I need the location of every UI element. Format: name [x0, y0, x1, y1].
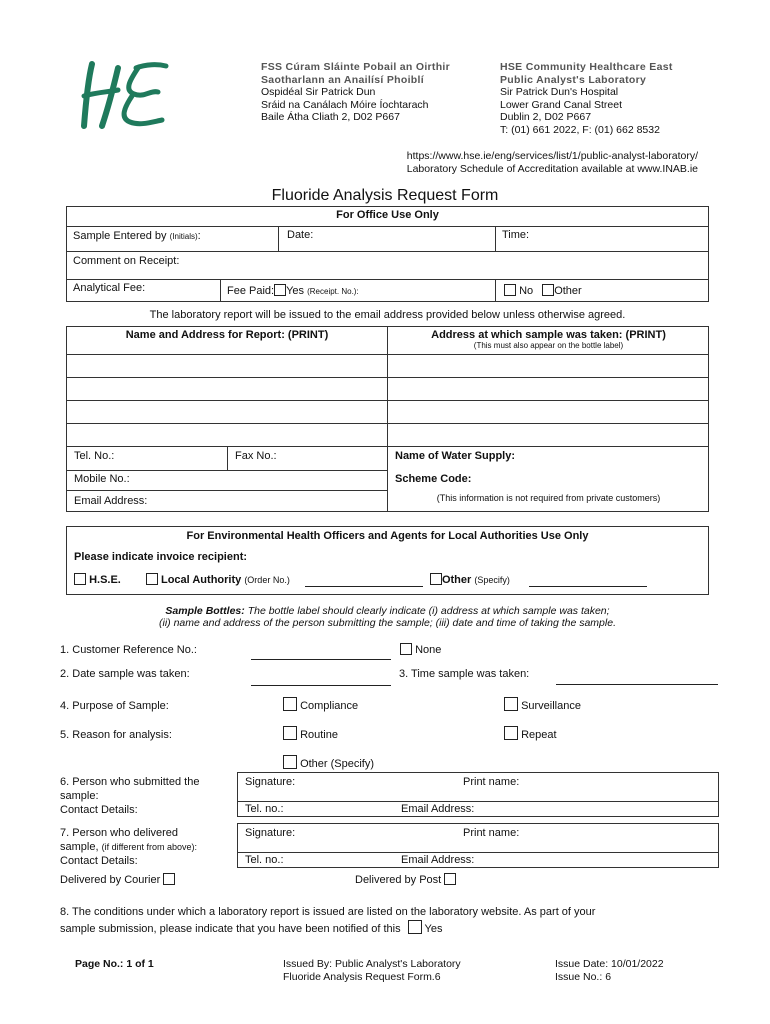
sample-address-line-2[interactable]	[388, 378, 709, 401]
sample-entered-label: Sample Entered by	[73, 230, 167, 242]
routine-label: Routine	[300, 729, 338, 741]
other-reason-checkbox[interactable]	[283, 755, 297, 769]
q7-text-a: Person who delivered	[72, 827, 179, 839]
q7-signature-label: Signature:	[245, 827, 296, 839]
header-left-line2: Saotharlann an Anailísí Phoiblí	[261, 73, 424, 86]
none-option	[400, 643, 441, 656]
sample-address-line-3[interactable]	[388, 401, 709, 424]
report-address-line-4[interactable]	[67, 424, 388, 447]
none-label: None	[415, 644, 442, 656]
hse-label: H.S.E.	[89, 574, 121, 586]
customer-ref-field[interactable]	[251, 646, 391, 660]
q1-number: 1	[60, 644, 67, 656]
report-address-heading: Name and Address for Report: (PRINT)	[67, 327, 388, 355]
q7-email-label: Email Address:	[401, 854, 475, 866]
header-english-address	[500, 61, 673, 137]
q6-email-label: Email Address:	[401, 803, 475, 815]
address-table	[66, 326, 709, 512]
q8-yes-checkbox[interactable]	[408, 920, 422, 934]
surveillance-checkbox[interactable]	[504, 697, 518, 711]
form-title: Fluoride Analysis Request Form	[271, 187, 499, 204]
routine-option	[283, 726, 338, 741]
receipt-label: (Receipt. No.):	[307, 287, 359, 296]
header-right-line2: Public Analyst's Laboratory	[500, 73, 647, 86]
eho-box	[66, 526, 709, 595]
q6-print-name-label: Print name:	[463, 776, 520, 788]
fee-no-label: No	[519, 285, 534, 297]
q4-number: 4	[60, 700, 67, 712]
q5-number: 5	[60, 729, 67, 741]
comment-cell[interactable]	[67, 251, 708, 280]
courier-option	[60, 873, 175, 886]
fee-yes-checkbox[interactable]	[274, 284, 286, 296]
header-right-line3: Sir Patrick Dun's Hospital	[500, 86, 619, 99]
report-address-line-3[interactable]	[67, 401, 388, 424]
header-left-line5: Baile Átha Cliath 2, D02 P667	[261, 111, 400, 124]
q2-number: 2	[60, 668, 67, 680]
header-left-line1: FSS Cúram Sláinte Pobail an Oirthir	[261, 61, 451, 73]
local-authority-label: Local Authority	[160, 574, 242, 586]
invoice-label: Please indicate invoice recipient:	[74, 551, 248, 563]
time-taken-field[interactable]	[556, 671, 718, 685]
scheme-code-cell[interactable]	[388, 471, 709, 491]
q7-number: 7	[60, 827, 67, 839]
q6-contact: Contact Details:	[60, 804, 138, 816]
private-note: (This information is not required from private customers)	[436, 493, 661, 503]
fee-other-checkbox[interactable]	[542, 284, 554, 296]
footer-issue-no: Issue No.: 6	[555, 971, 612, 983]
order-no-label: (Order No.)	[244, 575, 290, 585]
hse-logo	[78, 60, 170, 130]
eho-heading: For Environmental Health Officers and Agents for Local Authorities Use Only	[186, 530, 589, 542]
q2-text: Date sample was taken:	[72, 668, 190, 680]
tel-cell[interactable]	[67, 447, 228, 471]
footer-form: Fluoride Analysis Request Form.6	[283, 971, 441, 983]
q7-contact-row[interactable]	[238, 853, 718, 868]
footer-issued-by: Issued By: Public Analyst's Laboratory	[283, 958, 461, 970]
lab-url[interactable]: https://www.hse.ie/eng/services/list/1/public-analyst-laboratory/	[406, 150, 698, 162]
compliance-checkbox[interactable]	[283, 697, 297, 711]
sample-bottles-text1: The bottle label should clearly indicate (i) address at which sample was taken;	[247, 605, 610, 617]
sample-address-line-4[interactable]	[388, 424, 709, 447]
header-links	[407, 150, 698, 176]
fee-paid-cell	[221, 280, 496, 302]
sample-bottles-lead: Sample Bottles:	[165, 605, 245, 617]
mobile-cell[interactable]	[67, 471, 388, 491]
fee-yes-label: Yes	[286, 285, 305, 297]
header-right-line6: T: (01) 661 2022, F: (01) 662 8532	[500, 123, 660, 136]
fee-label: Analytical Fee:	[73, 282, 146, 294]
scheme-code-label: Scheme Code:	[395, 473, 472, 485]
compliance-label: Compliance	[300, 700, 359, 712]
eho-specify-label: (Specify)	[474, 575, 510, 585]
q4-label: 4. Purpose of Sample:	[60, 700, 169, 712]
sample-address-sub: (This must also appear on the bottle label)	[473, 341, 624, 350]
courier-checkbox[interactable]	[163, 873, 175, 885]
post-label: Delivered by Post	[355, 874, 442, 886]
tel-label: Tel. No.:	[74, 450, 115, 462]
header-irish-address	[261, 61, 450, 124]
repeat-option	[504, 726, 557, 741]
other-reason-label: Other (Specify)	[300, 758, 375, 770]
q8-yes-label: Yes	[424, 923, 443, 935]
header-right-line5: Dublin 2, D02 P667	[500, 111, 592, 124]
q1-label: 1. Customer Reference No.:	[60, 644, 197, 656]
sample-bottles-note	[66, 605, 709, 629]
sample-address-heading	[388, 327, 709, 355]
header-right-line1: HSE Community Healthcare East	[500, 61, 673, 73]
footer-issued	[283, 958, 461, 984]
local-authority-checkbox[interactable]	[146, 573, 158, 585]
sample-address-line-1[interactable]	[388, 355, 709, 378]
q7-print-name-label: Print name:	[463, 827, 520, 839]
q2-label: 2. Date sample was taken:	[60, 668, 190, 680]
q6-signature-row[interactable]	[238, 773, 718, 802]
fee-no-checkbox[interactable]	[504, 284, 516, 296]
header-left-line3: Ospidéal Sir Patrick Dun	[261, 86, 376, 99]
sample-entered-cell[interactable]: Sample Entered by (Initials):	[67, 227, 279, 251]
surveillance-label: Surveillance	[521, 700, 581, 712]
q3-number: 3	[399, 668, 406, 680]
report-address-line-1[interactable]	[67, 355, 388, 378]
q6-tel-label: Tel. no.:	[245, 803, 284, 815]
q7-text-b: sample,	[60, 841, 99, 853]
order-no-field[interactable]	[305, 574, 423, 587]
q7-box	[237, 823, 719, 868]
compliance-option	[283, 697, 358, 712]
q6-signature-label: Signature:	[245, 776, 296, 788]
office-date-label: Date:	[287, 229, 314, 241]
sample-address-title: Address at which sample was taken: (PRINT)	[431, 329, 666, 341]
q1-text: Customer Reference No.:	[72, 644, 197, 656]
report-note: The laboratory report will be issued to the email address provided below unless otherwise agreed.	[149, 309, 626, 321]
water-supply-label: Name of Water Supply:	[395, 450, 515, 462]
post-option	[355, 873, 456, 886]
post-checkbox[interactable]	[444, 873, 456, 885]
header-left-line4: Sráid na Canálach Móire Íochtarach	[261, 98, 429, 111]
fax-label: Fax No.:	[235, 450, 277, 462]
comment-label: Comment on Receipt:	[73, 255, 180, 267]
q7-label: 7. Person who delivered sample, (if different from above): Contact Details:	[60, 827, 197, 867]
repeat-checkbox[interactable]	[504, 726, 518, 740]
q7-contact: Contact Details:	[60, 855, 138, 867]
eho-other-field[interactable]	[529, 574, 647, 587]
accreditation-note: Laboratory Schedule of Accreditation available at www.INAB.ie	[406, 163, 698, 175]
fee-other-cell	[496, 280, 709, 302]
q5-label: 5. Reason for analysis:	[60, 729, 172, 741]
office-use-box	[66, 206, 709, 302]
routine-checkbox[interactable]	[283, 726, 297, 740]
sample-bottles-text2: (ii) name and address of the person submitting the sample; (iii) date and time of taking the sample.	[159, 617, 616, 629]
q6-number: 6	[60, 776, 67, 788]
q8-number: 8	[60, 906, 67, 918]
surveillance-option	[504, 697, 581, 712]
q7-tel-label: Tel. no.:	[245, 854, 284, 866]
email-label: Email Address:	[74, 495, 148, 507]
q6-box	[237, 772, 719, 817]
repeat-label: Repeat	[521, 729, 557, 741]
email-cell[interactable]	[67, 491, 388, 512]
q3-label: 3. Time sample was taken:	[399, 668, 530, 680]
fee-other-label: Other	[554, 285, 582, 297]
fee-paid-label: Fee Paid:	[227, 285, 275, 297]
q3-text: Time sample was taken:	[411, 668, 530, 680]
q6-text-a: Person who submitted the	[72, 776, 200, 788]
courier-label: Delivered by Courier	[60, 874, 161, 886]
none-checkbox[interactable]	[400, 643, 412, 655]
q8-text-b: sample submission, please indicate that you have been notified of this	[60, 923, 401, 935]
water-supply-cell[interactable]	[388, 447, 709, 471]
q5-text: Reason for analysis:	[72, 729, 172, 741]
initials-label: (Initials)	[169, 232, 198, 241]
date-taken-field[interactable]	[251, 672, 391, 686]
other-reason-option	[283, 755, 374, 770]
footer-page: Page No.: 1 of 1	[75, 958, 154, 970]
q7-signature-row[interactable]	[238, 824, 718, 853]
office-date-cell[interactable]	[279, 227, 496, 251]
eho-other-checkbox[interactable]	[430, 573, 442, 585]
office-time-cell[interactable]	[496, 227, 709, 251]
q8-text: 8. The conditions under which a laboratory report is issued are listed on the laboratory website. As part of your sample submission, please indicate that you have been notified of this Yes	[60, 906, 596, 935]
footer-issue-date: Issue Date: 10/01/2022	[555, 958, 664, 970]
report-address-line-2[interactable]	[67, 378, 388, 401]
fax-cell[interactable]	[228, 447, 388, 471]
q6-text-b: sample:	[60, 790, 99, 802]
mobile-label: Mobile No.:	[74, 473, 130, 485]
q6-contact-row[interactable]	[238, 802, 718, 817]
eho-other-label: Other	[441, 574, 472, 586]
office-time-label: Time:	[502, 229, 530, 241]
q8-text-a: The conditions under which a laboratory report is issued are listed on the laboratory website. As part of your	[72, 906, 596, 918]
office-heading: For Office Use Only	[67, 207, 708, 227]
q7-text-c: (if different from above):	[101, 842, 197, 852]
hse-checkbox[interactable]	[74, 573, 86, 585]
q4-text: Purpose of Sample:	[72, 700, 169, 712]
q6-label: 6. Person who submitted the sample: Contact Details:	[60, 776, 200, 816]
footer-issue	[555, 958, 664, 984]
header-right-line4: Lower Grand Canal Street	[500, 98, 622, 111]
fee-cell[interactable]	[67, 280, 221, 302]
invoice-options	[74, 573, 704, 587]
